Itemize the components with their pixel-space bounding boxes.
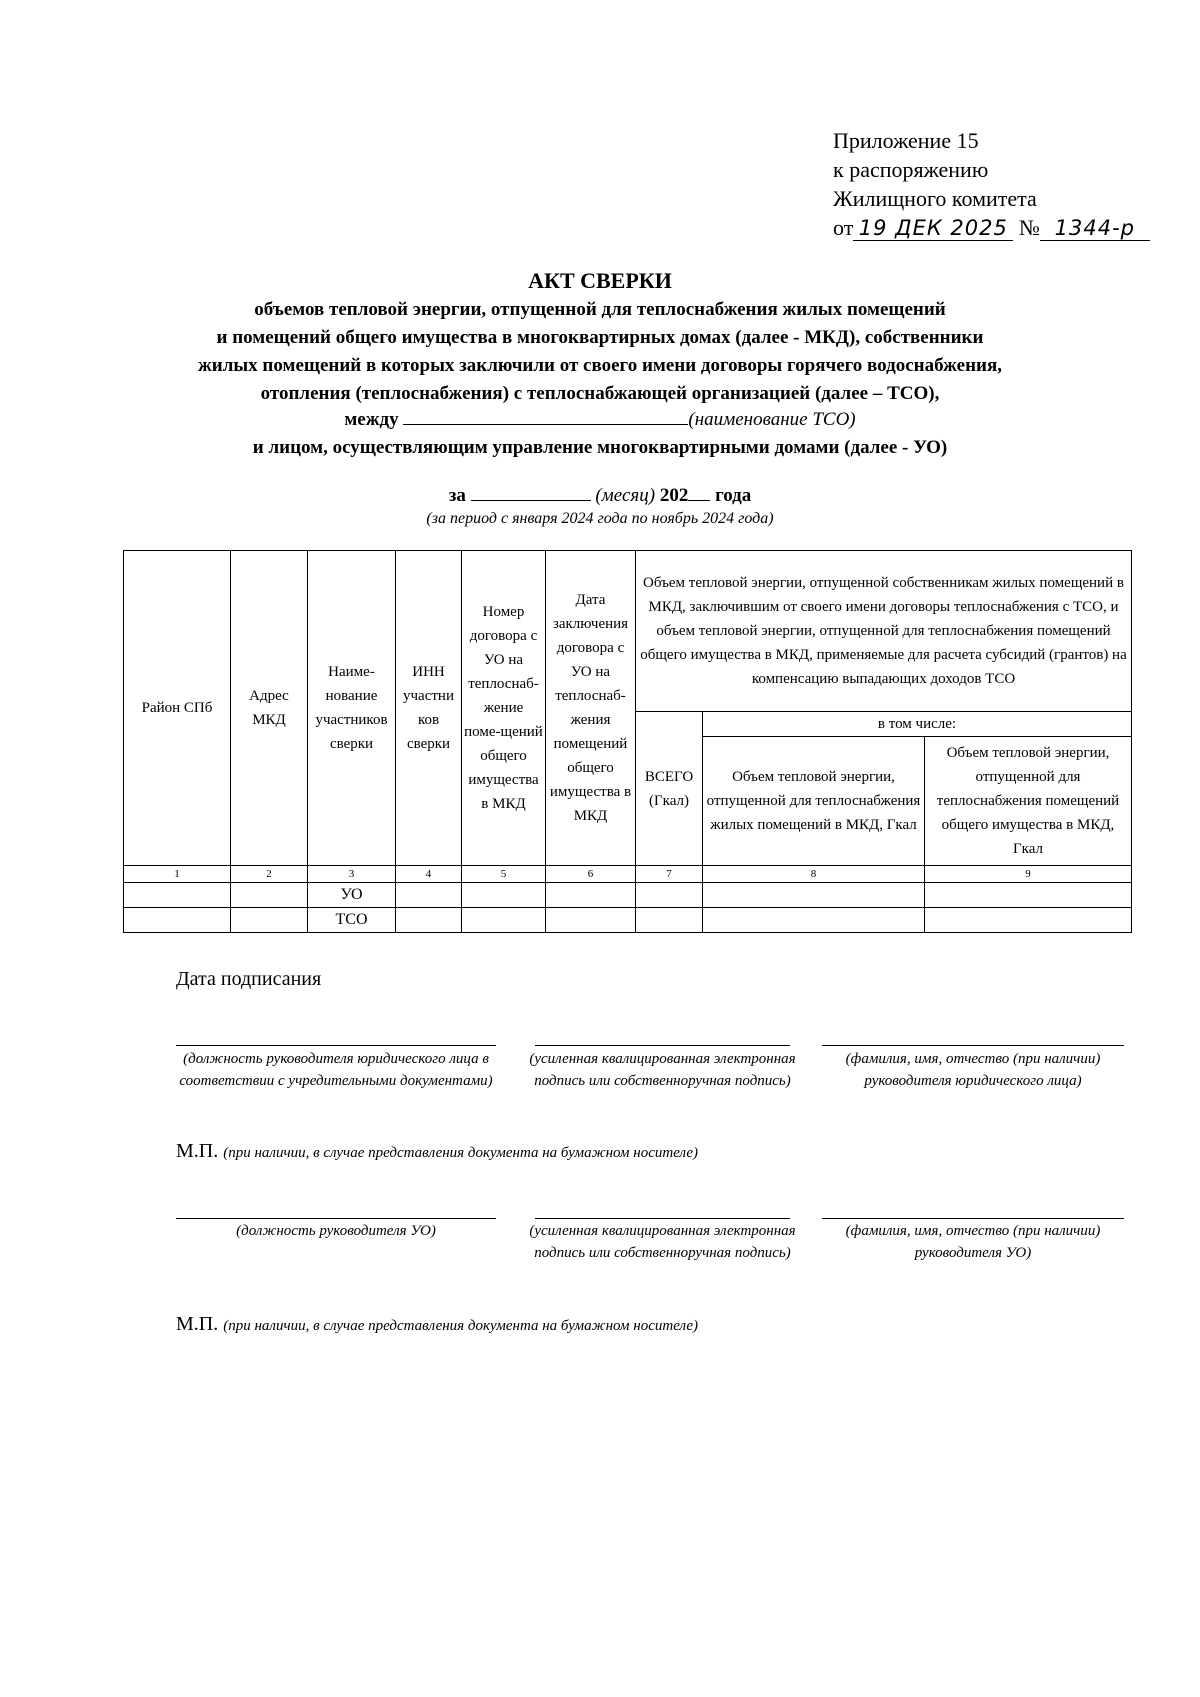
signature-line-position-1[interactable]	[176, 1045, 496, 1046]
year-field[interactable]	[688, 500, 710, 501]
period-note: (за период с января 2024 года по ноябрь 2024 года)	[426, 510, 774, 527]
cell-contract-date[interactable]	[546, 908, 636, 933]
header-volume-group: Объем тепловой энергии, отпущенной собственникам жилых помещений в МКД, заключившим от своего имени договоры теплоснабжения с ТСО, и объем тепловой энергии, отпущенной для теплоснабжения помещений общего имущества в МКД, применяемые для расчета субсидий (грантов) на компенсацию выпадающих доходов ТСО	[636, 551, 1132, 712]
title-line-1: объемов тепловой энергии, отпущенной для теплоснабжения жилых помещений	[254, 299, 946, 320]
col-num-7: 7	[636, 866, 703, 883]
caption-name-2: (фамилия, имя, отчество (при наличии) руководителя УО)	[845, 1223, 1101, 1261]
caption-position-2: (должность руководителя УО)	[236, 1223, 436, 1239]
tso-caption: (наименование ТСО)	[688, 409, 856, 430]
cell-common[interactable]	[925, 883, 1132, 908]
for-label: за	[448, 485, 466, 506]
col-num-5: 5	[462, 866, 546, 883]
handwritten-date: 19 ДЕК 2025	[853, 216, 1013, 241]
header-contract-number: Номер договора с УО на теплоснаб-жение поме-щений общего имущества в МКД	[462, 551, 546, 866]
month-field[interactable]	[471, 500, 591, 501]
col-num-9: 9	[925, 866, 1132, 883]
header-common: Объем тепловой энергии, отпущенной для теплоснабжения помещений общего имущества в МКД, Гкал	[925, 737, 1132, 866]
cell-contract-date[interactable]	[546, 883, 636, 908]
between-label: между	[344, 409, 399, 430]
caption-position-1: (должность руководителя юридического лица в соответствии с учредительными документами)	[179, 1051, 493, 1089]
stamp-label: М.П.	[176, 1313, 219, 1335]
year-prefix: 202	[659, 485, 689, 506]
appendix-block	[833, 126, 1150, 242]
header-total: ВСЕГО (Гкал)	[636, 712, 703, 866]
header-district: Район СПб	[124, 551, 231, 866]
signature-line-sign-2[interactable]	[535, 1218, 790, 1219]
cell-participant: УО	[308, 883, 396, 908]
cell-contract-number[interactable]	[462, 883, 546, 908]
header-address: Адрес МКД	[231, 551, 308, 866]
header-residential: Объем тепловой энергии, отпущенной для теплоснабжения жилых помещений в МКД, Гкал	[703, 737, 925, 866]
stamp-line-2	[176, 1313, 698, 1336]
cell-inn[interactable]	[396, 883, 462, 908]
cell-participant: ТСО	[308, 908, 396, 933]
signature-line-name-1[interactable]	[822, 1045, 1124, 1046]
col-num-2: 2	[231, 866, 308, 883]
col-num-1: 1	[124, 866, 231, 883]
month-caption: (месяц)	[595, 485, 656, 506]
signature-line-position-2[interactable]	[176, 1218, 496, 1219]
number-label: №	[1018, 215, 1040, 240]
cell-address[interactable]	[231, 883, 308, 908]
header-including: в том числе:	[703, 712, 1132, 737]
cell-contract-number[interactable]	[462, 908, 546, 933]
title-line-4: отопления (теплоснабжения) с теплоснабжающей организацией (далее – ТСО),	[260, 383, 940, 404]
appendix-date-number	[833, 213, 1150, 242]
title-line-between	[0, 406, 1200, 434]
title-line-6: и лицом, осуществляющим управление многоквартирными домами (далее - УО)	[252, 437, 948, 458]
title-line-3: жилых помещений в которых заключили от своего имени договоры горячего водоснабжения,	[197, 355, 1003, 376]
reconciliation-table	[123, 550, 1132, 933]
title-line-2: и помещений общего имущества в многоквартирных домах (далее - МКД), собственники	[216, 327, 984, 348]
cell-total[interactable]	[636, 908, 703, 933]
from-label: от	[833, 215, 854, 240]
col-num-3: 3	[308, 866, 396, 883]
tso-name-field[interactable]	[403, 424, 688, 425]
col-num-4: 4	[396, 866, 462, 883]
cell-total[interactable]	[636, 883, 703, 908]
cell-inn[interactable]	[396, 908, 462, 933]
year-label: года	[715, 485, 752, 506]
caption-signature-1: (усиленная квалицированная электронная подпись или собственноручная подпись)	[529, 1051, 796, 1089]
handwritten-number: 1344-р	[1040, 216, 1150, 241]
signature-line-sign-1[interactable]	[535, 1045, 790, 1046]
cell-common[interactable]	[925, 908, 1132, 933]
stamp-line-1	[176, 1140, 698, 1163]
header-inn: ИНН участни ков сверки	[396, 551, 462, 866]
table-row	[124, 908, 1132, 933]
period-line	[0, 483, 1200, 509]
appendix-line-3: Жилищного комитета	[833, 186, 1037, 211]
caption-signature-2: (усиленная квалицированная электронная подпись или собственноручная подпись)	[529, 1223, 796, 1261]
appendix-line-2: к распоряжению	[833, 157, 989, 182]
caption-name-1: (фамилия, имя, отчество (при наличии) руководителя юридического лица)	[845, 1051, 1101, 1089]
header-participants: Наиме-нование участников сверки	[308, 551, 396, 866]
stamp-note: (при наличии, в случае представления документа на бумажном носителе)	[223, 1145, 699, 1161]
stamp-label: М.П.	[176, 1140, 219, 1162]
cell-residential[interactable]	[703, 908, 925, 933]
cell-address[interactable]	[231, 908, 308, 933]
cell-district[interactable]	[124, 908, 231, 933]
col-num-8: 8	[703, 866, 925, 883]
table-row	[124, 883, 1132, 908]
appendix-line-1: Приложение 15	[833, 128, 979, 153]
col-num-6: 6	[546, 866, 636, 883]
signature-line-name-2[interactable]	[822, 1218, 1124, 1219]
column-numbers-row	[124, 866, 1132, 883]
cell-residential[interactable]	[703, 883, 925, 908]
stamp-note: (при наличии, в случае представления документа на бумажном носителе)	[223, 1318, 699, 1334]
cell-district[interactable]	[124, 883, 231, 908]
document-title: АКТ СВЕРКИ	[528, 268, 672, 293]
header-contract-date: Дата заключения договора с УО на теплоснаб-жения помещений общего имущества в МКД	[546, 551, 636, 866]
signing-date-label: Дата подписания	[176, 968, 322, 990]
